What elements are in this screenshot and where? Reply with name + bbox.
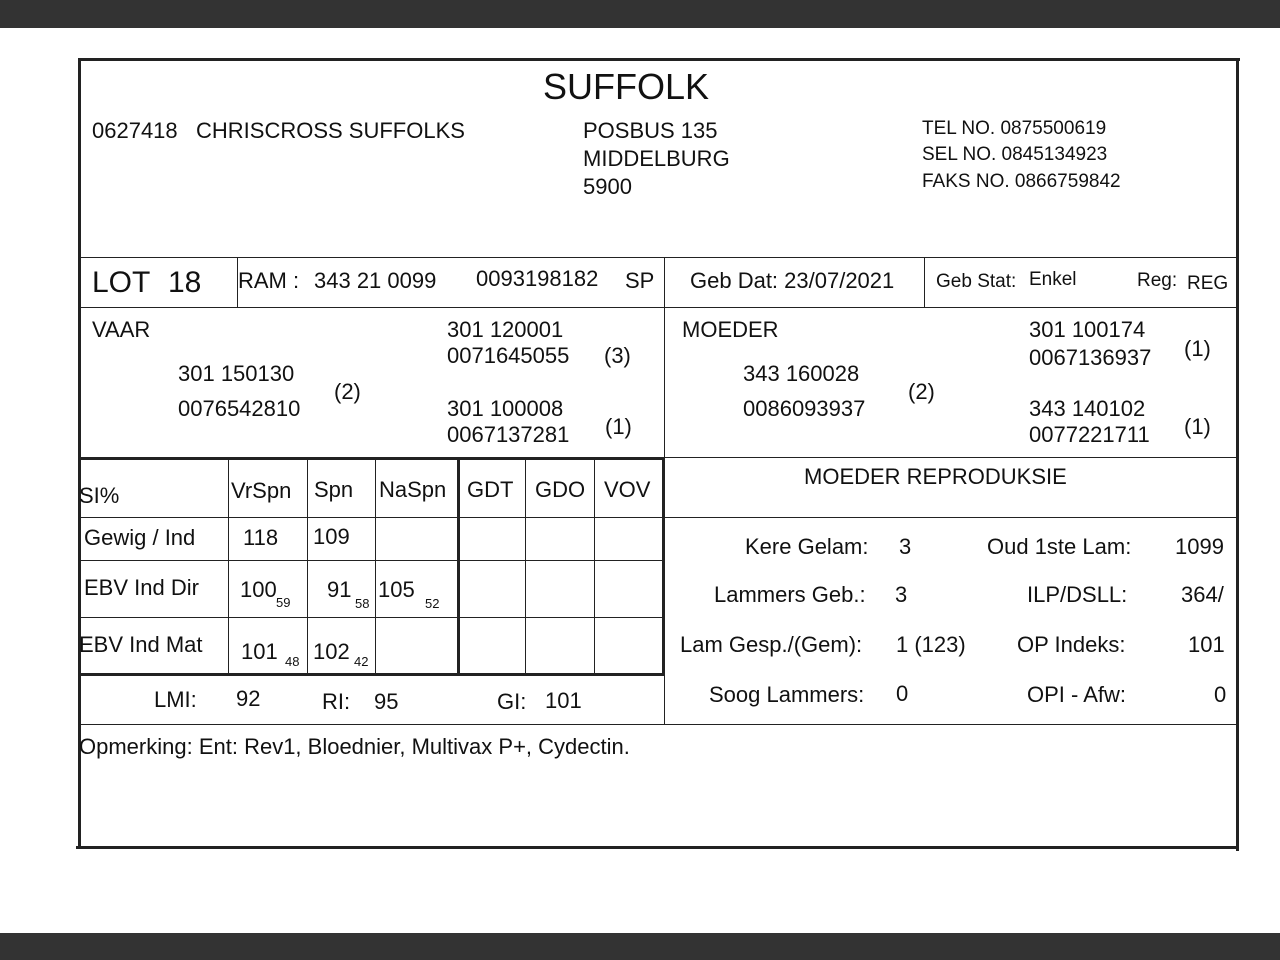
ebv-dir-spn: 91: [327, 577, 352, 602]
col-header-spn: Spn: [314, 477, 354, 502]
dam-dam-code: (1): [1184, 414, 1211, 439]
dam-label: MOEDER: [682, 317, 779, 342]
ebv-dir-naspn-acc: 52: [425, 596, 440, 611]
ebv-mat-vrspn-acc: 48: [285, 654, 300, 669]
oud-1ste-lam-label: Oud 1ste Lam:: [987, 534, 1132, 559]
frame-bottom: [76, 846, 1238, 849]
sire-dam-id: 301 100008: [447, 396, 564, 421]
ebv-dir-vrspn-acc: 59: [276, 595, 291, 610]
dam-dam-id: 343 140102: [1029, 396, 1146, 421]
breed-title: SUFFOLK: [543, 66, 710, 107]
ebv-table-top: [78, 457, 665, 460]
sire-sire-reg: 0071645055: [447, 343, 570, 368]
col-header-gdo: GDO: [535, 477, 586, 502]
ram-reg-number: 0093198182: [476, 266, 599, 291]
bottom-bar: [0, 933, 1280, 960]
ilp-dsll-label: ILP/DSLL:: [1027, 582, 1128, 607]
birth-date: Geb Dat: 23/07/2021: [690, 268, 895, 293]
frame-top: [78, 58, 1240, 61]
sire-dam-reg: 0067137281: [447, 422, 570, 447]
gi-value: 101: [545, 688, 582, 713]
reg-label: Reg:: [1137, 270, 1178, 291]
gewig-vrspn: 118: [243, 525, 279, 550]
lammers-geb-label: Lammers Geb.:: [714, 582, 866, 607]
ilp-dsll-value: 364/: [1181, 582, 1224, 607]
sire-sire-id: 301 120001: [447, 317, 564, 342]
op-indeks-value: 101: [1188, 632, 1225, 657]
top-bar: [0, 0, 1280, 28]
oud-1ste-lam-value: 1099: [1175, 534, 1224, 559]
ebv-table-bottom: [78, 673, 665, 676]
op-indeks-label: OP Indeks:: [1017, 632, 1126, 657]
cell-number: SEL NO. 0845134923: [922, 144, 1108, 165]
dam-sire-reg: 0067136937: [1029, 345, 1152, 370]
lam-gesp-label: Lam Gesp./(Gem):: [680, 632, 863, 657]
ebv-dir-naspn: 105: [378, 577, 415, 602]
address-line-2: MIDDELBURG: [583, 146, 730, 171]
lammers-geb-value: 3: [895, 582, 908, 607]
col-header-naspn: NaSpn: [379, 477, 447, 502]
dam-code: (2): [908, 379, 935, 404]
lmi-value: 92: [236, 686, 261, 711]
ebv-dir-spn-acc: 58: [355, 596, 370, 611]
lam-gesp-value: 1 (123): [896, 632, 966, 657]
kere-gelam-value: 3: [899, 534, 912, 559]
sire-sire-code: (3): [604, 343, 631, 368]
birth-status: Enkel: [1029, 269, 1077, 290]
row-label-ebv-mat: EBV Ind Mat: [79, 632, 203, 657]
dam-dam-reg: 0077221711: [1029, 422, 1150, 447]
ram-reg-suffix: SP: [625, 268, 655, 293]
col-header-gdt: GDT: [467, 477, 514, 502]
sire-dam-code: (1): [605, 414, 632, 439]
lmi-label: LMI:: [154, 687, 197, 712]
ebv-mat-vrspn: 101: [241, 639, 278, 664]
kere-gelam-label: Kere Gelam:: [745, 534, 869, 559]
remarks: Opmerking: Ent: Rev1, Bloednier, Multivax P+, Cydectin.: [79, 734, 630, 759]
sire-id: 301 150130: [178, 361, 295, 386]
breeder-id: 0627418: [92, 118, 178, 143]
ri-value: 95: [374, 689, 399, 714]
address-line-3: 5900: [583, 174, 632, 199]
sire-code: (2): [334, 379, 361, 404]
breeder-name: CHRISCROSS SUFFOLKS: [196, 118, 465, 143]
frame-right: [1236, 58, 1239, 851]
reproduction-title: MOEDER REPRODUKSIE: [804, 464, 1067, 489]
col-header-vrspn: VrSpn: [231, 478, 292, 503]
fax-number: FAKS NO. 0866759842: [922, 171, 1121, 192]
ebv-mat-spn-acc: 42: [354, 654, 369, 669]
opi-afw-value: 0: [1214, 682, 1227, 707]
address-line-1: POSBUS 135: [583, 118, 718, 143]
birth-status-label: Geb Stat:: [936, 271, 1017, 292]
gewig-spn: 109: [313, 524, 350, 549]
lot-row-bottom: [80, 307, 1237, 308]
indices-row-bottom: [80, 724, 1237, 725]
ebv-dir-vrspn: 100: [240, 577, 277, 602]
lot-label: LOT: [92, 266, 151, 299]
dam-id: 343 160028: [743, 361, 860, 386]
opi-afw-label: OPI - Afw:: [1027, 682, 1127, 707]
ebv-mat-spn: 102: [313, 639, 350, 664]
sire-label: VAAR: [92, 317, 151, 342]
sire-reg: 0076542810: [178, 396, 301, 421]
lot-row-top: [80, 257, 1237, 258]
ri-label: RI:: [322, 689, 351, 714]
dam-sire-code: (1): [1184, 336, 1211, 361]
col-header-si: SI%: [79, 483, 120, 508]
ram-id: 343 21 0099: [314, 268, 437, 293]
row-label-gewig: Gewig / Ind: [84, 525, 196, 550]
soog-lammers-value: 0: [896, 681, 909, 706]
frame-left: [78, 58, 81, 849]
soog-lammers-label: Soog Lammers:: [709, 682, 865, 707]
ram-label: RAM :: [238, 268, 300, 293]
lot-number: 18: [168, 266, 202, 299]
dam-reg: 0086093937: [743, 396, 866, 421]
row-label-ebv-dir: EBV Ind Dir: [84, 575, 199, 600]
reg-value: REG: [1187, 273, 1229, 294]
gi-label: GI:: [497, 689, 527, 714]
col-header-vov: VOV: [604, 477, 651, 502]
dam-sire-id: 301 100174: [1029, 317, 1146, 342]
tel-number: TEL NO. 0875500619: [922, 118, 1107, 139]
